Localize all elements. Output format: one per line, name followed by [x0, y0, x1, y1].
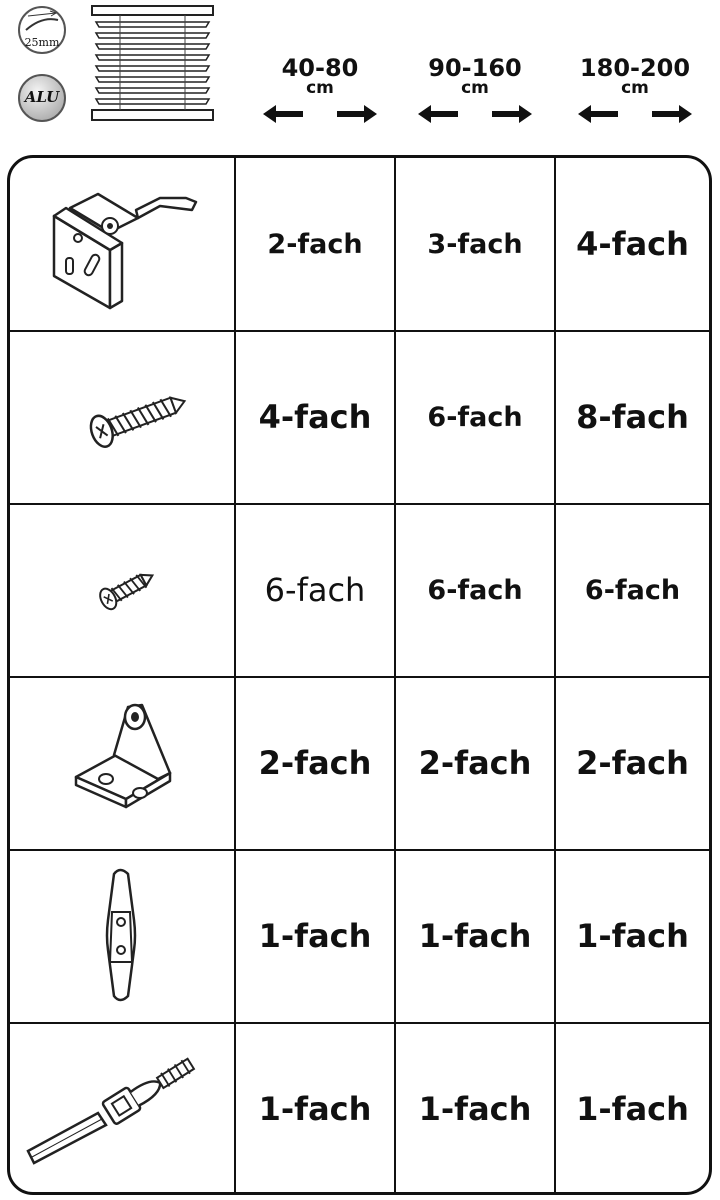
quantity-180-200: 8-fach	[576, 398, 689, 436]
width-range-1	[245, 56, 395, 124]
quantity-90-160: 1-fach	[418, 917, 532, 955]
quantity-180-200: 1-fach	[576, 917, 689, 955]
quantity-180-200: 4-fach	[576, 225, 689, 263]
quantity-90-160: 6-fach	[427, 574, 523, 606]
quantity-180-200: 2-fach	[576, 744, 689, 782]
width-range-unit: cm	[306, 78, 334, 98]
part-cell	[10, 331, 234, 503]
width-range-value: 180-200	[579, 54, 691, 82]
header	[0, 0, 720, 150]
quantity-90-160: 1-fach	[418, 1090, 532, 1128]
material-badge	[18, 74, 66, 122]
material-label: ALU	[24, 88, 60, 106]
table-row	[10, 331, 709, 503]
quantity-90-160: 3-fach	[427, 228, 523, 260]
quantity-40-80: 1-fach	[258, 917, 372, 955]
quantity-40-80: 2-fach	[258, 744, 372, 782]
table-row	[10, 677, 709, 849]
quantity-40-80: 6-fach	[264, 571, 366, 609]
tilt-wand-icon	[10, 1023, 234, 1195]
cord-guide-bracket-icon	[10, 677, 234, 849]
cord-cleat-icon	[10, 850, 234, 1022]
quantity-90-160: 2-fach	[418, 744, 532, 782]
mounting-bracket-icon	[10, 158, 234, 330]
part-cell	[10, 677, 234, 849]
width-range-value: 40-80	[281, 54, 359, 82]
small-screw-icon	[10, 504, 234, 676]
table-row	[10, 504, 709, 676]
quantity-40-80: 2-fach	[267, 228, 363, 260]
part-cell	[10, 504, 234, 676]
part-cell	[10, 158, 234, 330]
table-row	[10, 850, 709, 1022]
quantity-40-80: 4-fach	[258, 398, 372, 436]
width-range-3	[560, 56, 710, 124]
slat-width-label: 25mm	[24, 36, 60, 49]
large-screw-icon	[10, 331, 234, 503]
double-arrow-icon	[418, 104, 532, 124]
quantity-180-200: 1-fach	[576, 1090, 689, 1128]
width-range-2	[400, 56, 550, 124]
quantity-40-80: 1-fach	[258, 1090, 372, 1128]
table-row	[10, 1023, 709, 1195]
quantity-180-200: 6-fach	[584, 574, 681, 606]
slat-profile-icon	[20, 10, 64, 36]
double-arrow-icon	[263, 104, 377, 124]
width-range-unit: cm	[461, 78, 489, 98]
quantity-90-160: 6-fach	[427, 401, 523, 433]
part-cell	[10, 850, 234, 1022]
venetian-blind-icon	[90, 4, 215, 124]
width-range-value: 90-160	[428, 54, 522, 82]
parts-table	[7, 155, 712, 1195]
table-row	[10, 158, 709, 330]
slat-width-badge	[18, 6, 66, 54]
double-arrow-icon	[578, 104, 692, 124]
width-range-unit: cm	[621, 78, 649, 98]
part-cell	[10, 1023, 234, 1195]
